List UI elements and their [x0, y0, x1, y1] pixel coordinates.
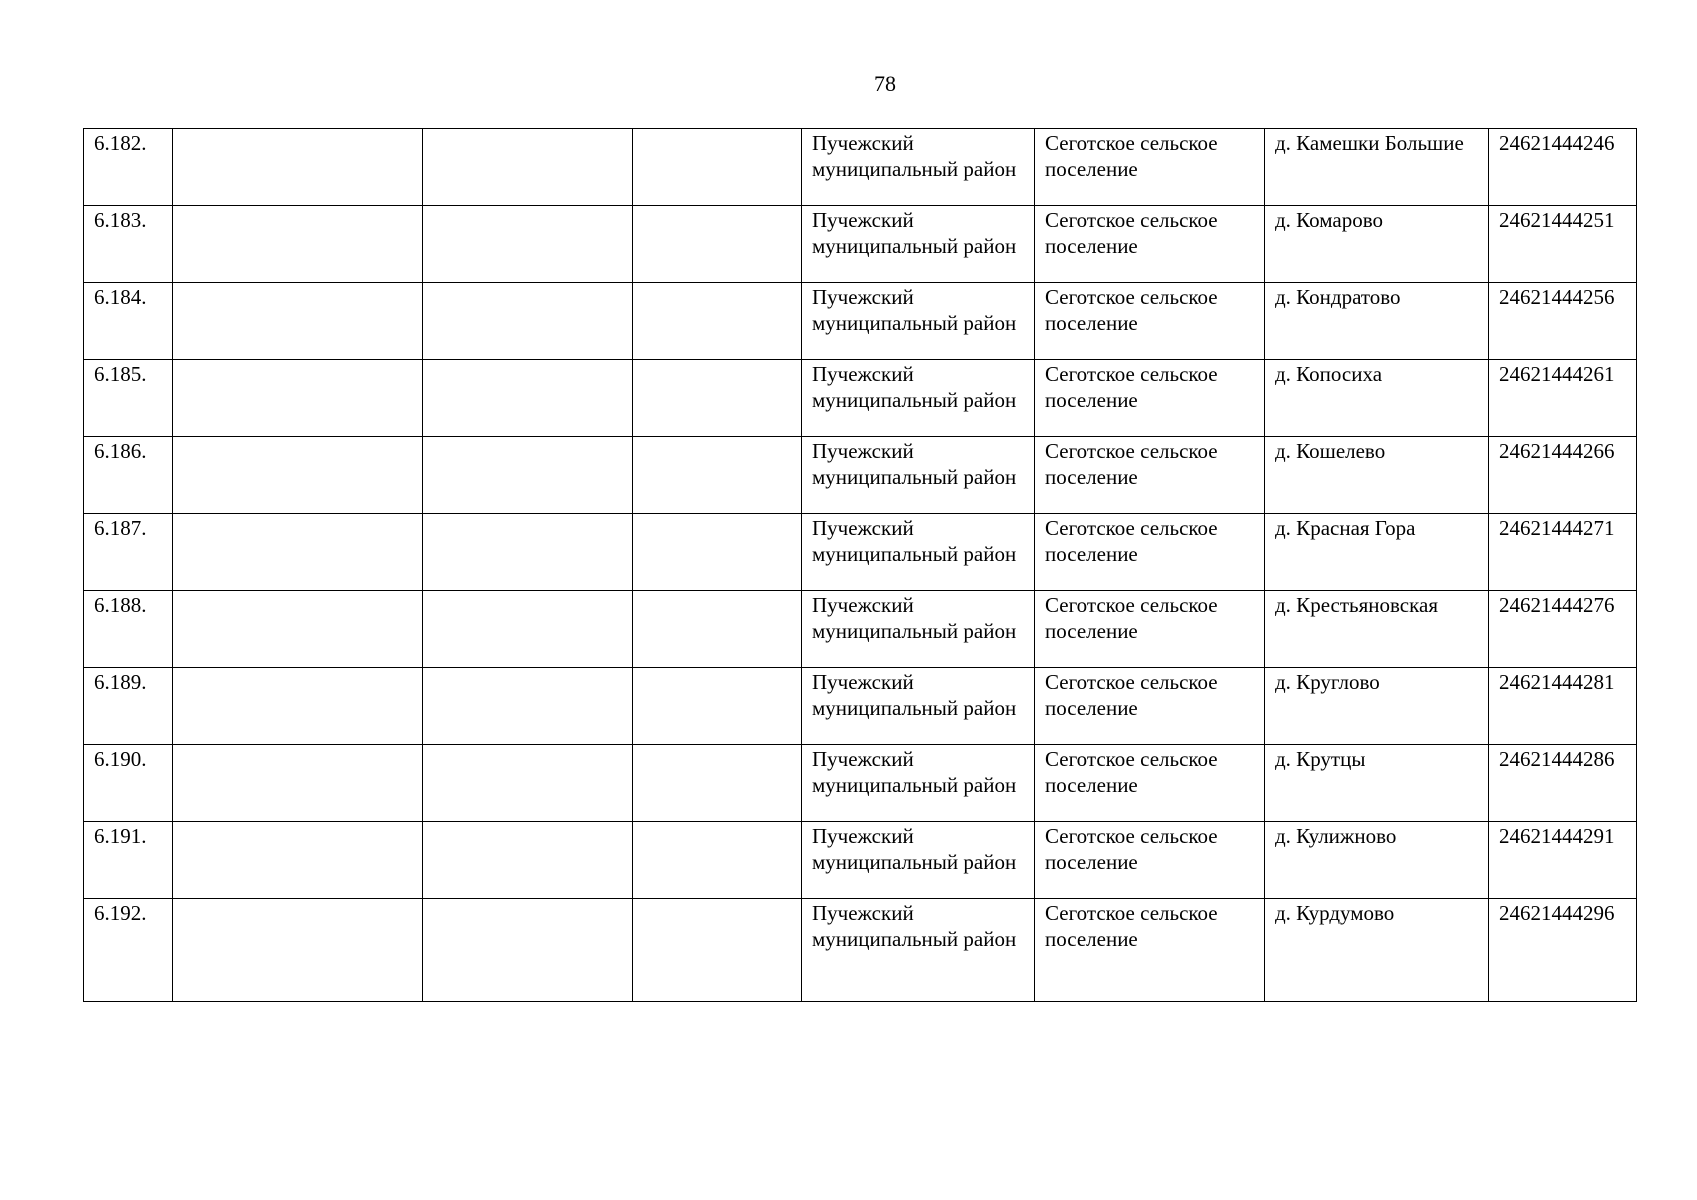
empty-cell — [633, 206, 802, 283]
district-cell: Пучежский муниципальный район — [802, 899, 1035, 1002]
empty-cell — [633, 129, 802, 206]
empty-cell — [423, 899, 633, 1002]
empty-cell — [633, 283, 802, 360]
locality-cell: д. Круглово — [1265, 668, 1489, 745]
empty-cell — [633, 745, 802, 822]
empty-cell — [423, 514, 633, 591]
oktmo-code-cell: 24621444246 — [1489, 129, 1637, 206]
table-row — [84, 591, 1637, 668]
page-number: 78 — [874, 71, 896, 96]
table-row — [84, 514, 1637, 591]
oktmo-code-cell: 24621444276 — [1489, 591, 1637, 668]
registry-table-body — [84, 129, 1637, 1002]
district-cell: Пучежский муниципальный район — [802, 745, 1035, 822]
empty-cell — [423, 360, 633, 437]
empty-cell — [633, 514, 802, 591]
row-number-cell: 6.188. — [84, 591, 173, 668]
locality-cell: д. Кошелево — [1265, 437, 1489, 514]
locality-cell: д. Комарово — [1265, 206, 1489, 283]
empty-cell — [423, 822, 633, 899]
empty-cell — [173, 745, 423, 822]
locality-cell: д. Камешки Большие — [1265, 129, 1489, 206]
locality-cell: д. Кондратово — [1265, 283, 1489, 360]
district-cell: Пучежский муниципальный район — [802, 514, 1035, 591]
settlement-cell: Сеготское сельское поселение — [1035, 822, 1265, 899]
settlement-cell: Сеготское сельское поселение — [1035, 745, 1265, 822]
settlement-cell: Сеготское сельское поселение — [1035, 283, 1265, 360]
settlement-cell: Сеготское сельское поселение — [1035, 668, 1265, 745]
empty-cell — [423, 129, 633, 206]
row-number-cell: 6.189. — [84, 668, 173, 745]
empty-cell — [173, 437, 423, 514]
settlement-cell: Сеготское сельское поселение — [1035, 360, 1265, 437]
locality-cell: д. Копосиха — [1265, 360, 1489, 437]
empty-cell — [423, 437, 633, 514]
oktmo-code-cell: 24621444286 — [1489, 745, 1637, 822]
row-number-cell: 6.187. — [84, 514, 173, 591]
empty-cell — [633, 822, 802, 899]
locality-cell: д. Курдумово — [1265, 899, 1489, 1002]
locality-cell: д. Крестьяновская — [1265, 591, 1489, 668]
settlement-cell: Сеготское сельское поселение — [1035, 591, 1265, 668]
row-number-cell: 6.192. — [84, 899, 173, 1002]
oktmo-code-cell: 24621444261 — [1489, 360, 1637, 437]
empty-cell — [423, 283, 633, 360]
oktmo-code-cell: 24621444266 — [1489, 437, 1637, 514]
oktmo-code-cell: 24621444251 — [1489, 206, 1637, 283]
empty-cell — [633, 899, 802, 1002]
empty-cell — [423, 745, 633, 822]
empty-cell — [173, 591, 423, 668]
table-row — [84, 437, 1637, 514]
oktmo-code-cell: 24621444291 — [1489, 822, 1637, 899]
table-row — [84, 283, 1637, 360]
empty-cell — [633, 591, 802, 668]
row-number-cell: 6.183. — [84, 206, 173, 283]
district-cell: Пучежский муниципальный район — [802, 591, 1035, 668]
oktmo-code-cell: 24621444256 — [1489, 283, 1637, 360]
oktmo-code-cell: 24621444296 — [1489, 899, 1637, 1002]
empty-cell — [173, 514, 423, 591]
locality-cell: д. Крутцы — [1265, 745, 1489, 822]
row-number-cell: 6.190. — [84, 745, 173, 822]
district-cell: Пучежский муниципальный район — [802, 129, 1035, 206]
table-row — [84, 129, 1637, 206]
district-cell: Пучежский муниципальный район — [802, 283, 1035, 360]
row-number-cell: 6.182. — [84, 129, 173, 206]
empty-cell — [173, 822, 423, 899]
empty-cell — [633, 437, 802, 514]
table-row — [84, 899, 1637, 1002]
district-cell: Пучежский муниципальный район — [802, 206, 1035, 283]
row-number-cell: 6.186. — [84, 437, 173, 514]
district-cell: Пучежский муниципальный район — [802, 668, 1035, 745]
empty-cell — [173, 206, 423, 283]
table-row — [84, 668, 1637, 745]
table-row — [84, 206, 1637, 283]
empty-cell — [173, 360, 423, 437]
table-row — [84, 822, 1637, 899]
locality-registry-table — [83, 128, 1637, 1002]
settlement-cell: Сеготское сельское поселение — [1035, 206, 1265, 283]
district-cell: Пучежский муниципальный район — [802, 437, 1035, 514]
empty-cell — [423, 206, 633, 283]
locality-cell: д. Кулижново — [1265, 822, 1489, 899]
settlement-cell: Сеготское сельское поселение — [1035, 514, 1265, 591]
empty-cell — [173, 668, 423, 745]
empty-cell — [173, 283, 423, 360]
empty-cell — [173, 899, 423, 1002]
empty-cell — [633, 668, 802, 745]
settlement-cell: Сеготское сельское поселение — [1035, 437, 1265, 514]
settlement-cell: Сеготское сельское поселение — [1035, 129, 1265, 206]
row-number-cell: 6.184. — [84, 283, 173, 360]
district-cell: Пучежский муниципальный район — [802, 822, 1035, 899]
table-row — [84, 360, 1637, 437]
locality-cell: д. Красная Гора — [1265, 514, 1489, 591]
empty-cell — [423, 591, 633, 668]
table-row — [84, 745, 1637, 822]
row-number-cell: 6.191. — [84, 822, 173, 899]
oktmo-code-cell: 24621444281 — [1489, 668, 1637, 745]
empty-cell — [423, 668, 633, 745]
oktmo-code-cell: 24621444271 — [1489, 514, 1637, 591]
empty-cell — [173, 129, 423, 206]
row-number-cell: 6.185. — [84, 360, 173, 437]
settlement-cell: Сеготское сельское поселение — [1035, 899, 1265, 1002]
empty-cell — [633, 360, 802, 437]
district-cell: Пучежский муниципальный район — [802, 360, 1035, 437]
